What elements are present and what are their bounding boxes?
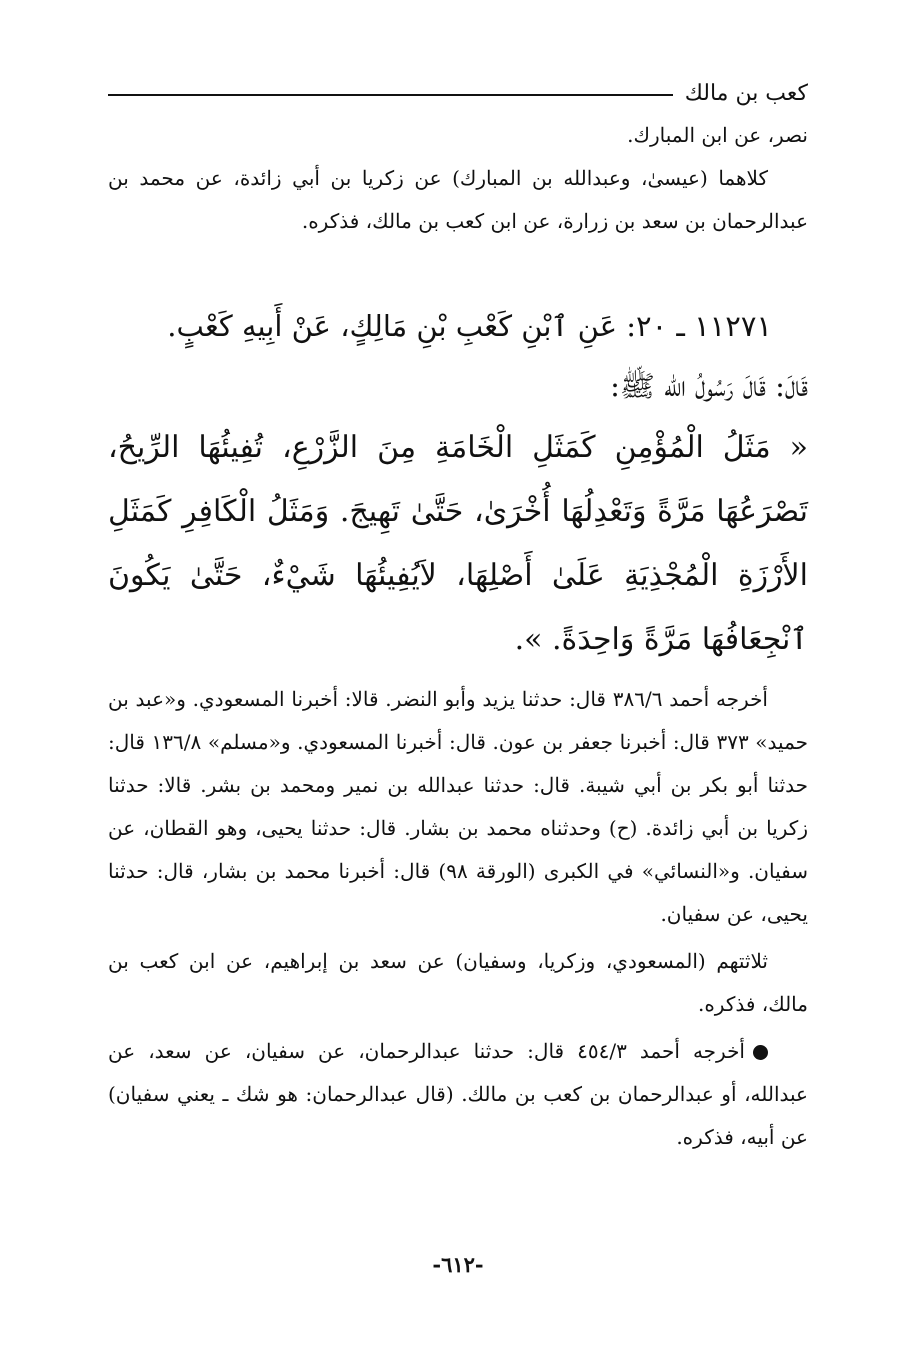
hadith-section (108, 296, 808, 672)
header-rule (108, 94, 673, 96)
intro-section (108, 114, 808, 243)
takhrij-paragraph-3-text: أخرجه أحمد ٤٥٤/٣ قال: حدثنا عبدالرحمان، عن سفيان، عن سعد، عن عبدالله، أو عبدالرحمان بن كعب بن مالك. (قال عبدالرحمان: هو شك ـ يعني سفيان) عن أبيه، فذكره. (108, 1039, 808, 1149)
hadith-text: « مَثَلُ الْمُؤْمِنِ كَمَثَلِ الْخَامَةِ مِنَ الزَّرْعِ، تُفِيئُهَا الرِّيحُ، تَصْرَعُهَا مَرَّةً وَتَعْدِلُهَا أُخْرَىٰ، حَتَّىٰ تَهِيجَ. وَمَثَلُ الْكَافِرِ كَمَثَلِ الأَرْزَةِ الْمُجْذِيَةِ عَلَىٰ أَصْلِهَا، لاَيُفِيئُهَا شَيْءٌ، حَتَّىٰ يَكُونَ ٱنْجِعَافُهَا مَرَّةً وَاحِدَةً. ». (108, 430, 808, 657)
hadith-intro: قَالَ: قَالَ رَسُولُ الله ﷺ: (610, 369, 808, 403)
takhrij-section (108, 678, 808, 1159)
bullet-icon (753, 1045, 768, 1060)
page-number: -٦١٢- (432, 1252, 484, 1277)
intro-line: نصر، عن ابن المبارك. (627, 123, 808, 147)
takhrij-paragraph-3 (108, 1030, 808, 1159)
book-page (108, 60, 808, 1300)
takhrij-paragraph-1: أخرجه أحمد ٣٨٦/٦ قال: حدثنا يزيد وأبو النضر. قالا: أخبرنا المسعودي. و«عبد بن حميد» ٣٧٣ قال: أخبرنا جعفر بن عون. قال: أخبرنا المسعودي. و«مسلم» ١٣٦/٨ قال: حدثنا أبو بكر بن أبي شيبة. قال: حدثنا عبدالله بن نمير ومحمد بن بشر. قالا: حدثنا زكريا بن أبي زائدة. (ح) وحدثناه محمد بن بشار. قال: حدثنا يحيى، وهو القطان، عن سفيان. و«النسائي» في الكبرى (الورقة ٩٨) قال: أخبرنا محمد بن بشار، قال: حدثنا يحيى، عن سفيان. (108, 687, 809, 926)
intro-paragraph: كلاهما (عيسىٰ، وعبدالله بن المبارك) عن زكريا بن أبي زائدة، عن محمد بن عبدالرحمان بن سعد بن زرارة، عن ابن كعب بن مالك، فذكره. (108, 166, 808, 233)
header-title: كعب بن مالك (684, 80, 808, 106)
hadith-heading: ١١٢٧١ ـ ٢٠: عَنِ ٱبْنِ كَعْبِ بْنِ مَالِكٍ، عَنْ أَبِيهِ كَعْبٍ. (167, 309, 772, 343)
takhrij-paragraph-2: ثلاثتهم (المسعودي، وزكريا، وسفيان) عن سعد بن إبراهيم، عن ابن كعب بن مالك، فذكره. (108, 949, 808, 1016)
running-header (108, 78, 808, 108)
